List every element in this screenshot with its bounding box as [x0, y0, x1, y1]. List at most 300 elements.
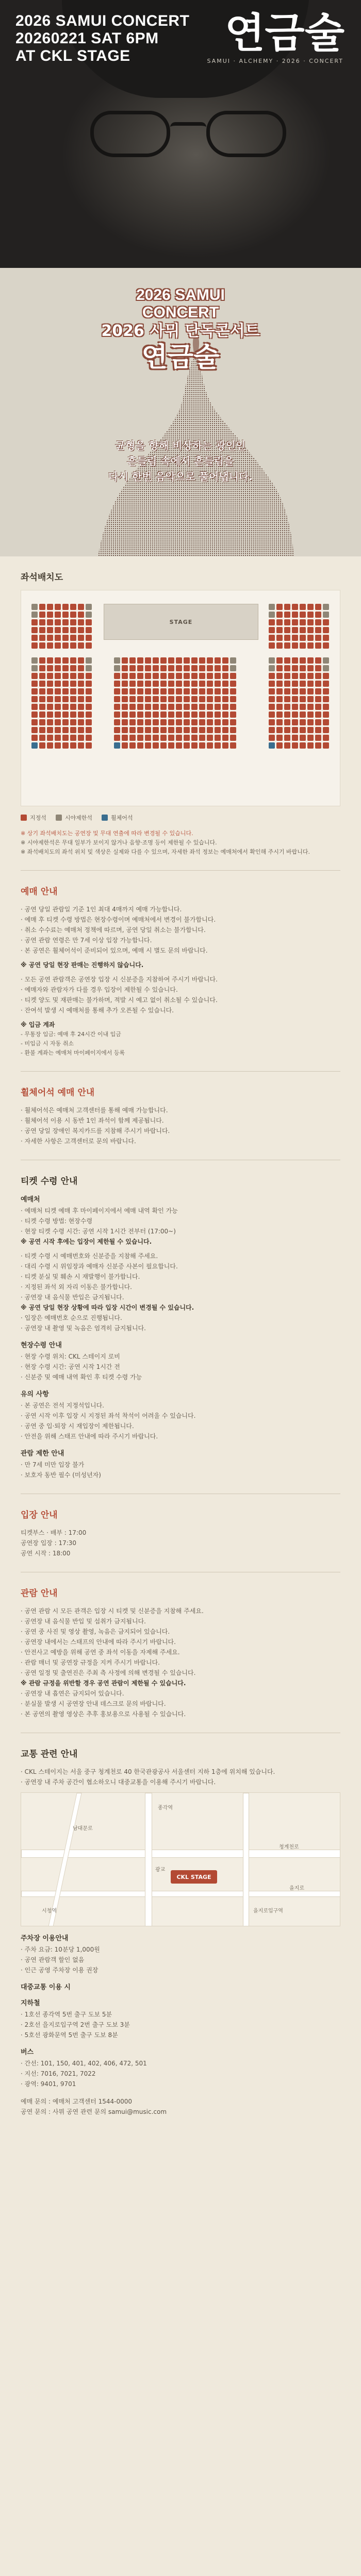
seat[interactable]: [323, 642, 329, 649]
seat[interactable]: [168, 657, 174, 664]
seat[interactable]: [31, 619, 38, 625]
seat[interactable]: [47, 642, 53, 649]
seat[interactable]: [230, 711, 236, 718]
seat[interactable]: [315, 665, 321, 671]
seat[interactable]: [78, 619, 84, 625]
seat[interactable]: [323, 612, 329, 618]
seat[interactable]: [47, 735, 53, 741]
seat[interactable]: [114, 657, 120, 664]
seat[interactable]: [315, 612, 321, 618]
seat[interactable]: [292, 696, 298, 702]
seat[interactable]: [323, 688, 329, 694]
seat[interactable]: [184, 696, 190, 702]
seat[interactable]: [153, 704, 159, 710]
seat[interactable]: [184, 719, 190, 725]
seat[interactable]: [276, 635, 283, 641]
seat[interactable]: [269, 657, 275, 664]
seat[interactable]: [215, 681, 221, 687]
seat[interactable]: [284, 696, 290, 702]
seat[interactable]: [129, 673, 136, 679]
seat[interactable]: [269, 612, 275, 618]
seat[interactable]: [307, 619, 314, 625]
seat[interactable]: [114, 719, 120, 725]
seat[interactable]: [323, 665, 329, 671]
seat[interactable]: [78, 627, 84, 633]
venue-pin[interactable]: CKL STAGE: [171, 1870, 217, 1884]
seat[interactable]: [86, 735, 92, 741]
seat[interactable]: [70, 735, 76, 741]
seat[interactable]: [191, 727, 198, 733]
seat[interactable]: [300, 673, 306, 679]
seat[interactable]: [269, 673, 275, 679]
seat[interactable]: [70, 719, 76, 725]
seat[interactable]: [39, 711, 45, 718]
seat[interactable]: [276, 612, 283, 618]
seat[interactable]: [39, 635, 45, 641]
seat[interactable]: [78, 704, 84, 710]
seat[interactable]: [269, 635, 275, 641]
seat[interactable]: [269, 642, 275, 649]
seat[interactable]: [315, 742, 321, 749]
seat[interactable]: [184, 704, 190, 710]
seat[interactable]: [199, 673, 205, 679]
seat[interactable]: [160, 704, 167, 710]
seat[interactable]: [153, 735, 159, 741]
seat[interactable]: [300, 657, 306, 664]
seat[interactable]: [222, 719, 228, 725]
seat[interactable]: [276, 735, 283, 741]
seat[interactable]: [62, 719, 69, 725]
seat[interactable]: [307, 604, 314, 610]
seat[interactable]: [31, 665, 38, 671]
seat[interactable]: [207, 681, 213, 687]
seat[interactable]: [222, 657, 228, 664]
seat[interactable]: [78, 696, 84, 702]
seat[interactable]: [191, 704, 198, 710]
seat[interactable]: [86, 665, 92, 671]
seat[interactable]: [39, 719, 45, 725]
seat[interactable]: [176, 696, 182, 702]
seat[interactable]: [70, 688, 76, 694]
seat[interactable]: [307, 681, 314, 687]
seat[interactable]: [300, 681, 306, 687]
seat[interactable]: [86, 727, 92, 733]
seat[interactable]: [323, 727, 329, 733]
seat[interactable]: [199, 735, 205, 741]
seat[interactable]: [191, 735, 198, 741]
seat[interactable]: [269, 619, 275, 625]
seat[interactable]: [176, 681, 182, 687]
seat[interactable]: [199, 688, 205, 694]
seat[interactable]: [230, 657, 236, 664]
seat[interactable]: [122, 727, 128, 733]
seat[interactable]: [284, 673, 290, 679]
seat[interactable]: [55, 719, 61, 725]
seat[interactable]: [307, 742, 314, 749]
seat[interactable]: [230, 735, 236, 741]
seat[interactable]: [307, 696, 314, 702]
seat[interactable]: [55, 627, 61, 633]
seat[interactable]: [269, 711, 275, 718]
seat[interactable]: [47, 635, 53, 641]
seat[interactable]: [315, 642, 321, 649]
seat[interactable]: [39, 619, 45, 625]
seat[interactable]: [137, 711, 143, 718]
seat[interactable]: [39, 704, 45, 710]
seat[interactable]: [307, 612, 314, 618]
seat[interactable]: [47, 665, 53, 671]
seat[interactable]: [145, 665, 151, 671]
seat[interactable]: [47, 719, 53, 725]
seat[interactable]: [47, 688, 53, 694]
seat[interactable]: [78, 635, 84, 641]
seat[interactable]: [70, 704, 76, 710]
seat[interactable]: [184, 681, 190, 687]
seat[interactable]: [269, 727, 275, 733]
seat[interactable]: [137, 727, 143, 733]
seat[interactable]: [307, 719, 314, 725]
seat[interactable]: [86, 719, 92, 725]
seat[interactable]: [114, 735, 120, 741]
seat[interactable]: [269, 742, 275, 749]
seat[interactable]: [315, 681, 321, 687]
seat[interactable]: [153, 657, 159, 664]
seat[interactable]: [284, 665, 290, 671]
seat[interactable]: [276, 604, 283, 610]
seat[interactable]: [70, 604, 76, 610]
seat[interactable]: [55, 681, 61, 687]
seat[interactable]: [145, 673, 151, 679]
seat[interactable]: [269, 665, 275, 671]
seat[interactable]: [191, 719, 198, 725]
seat[interactable]: [47, 704, 53, 710]
seat[interactable]: [307, 665, 314, 671]
seat[interactable]: [55, 742, 61, 749]
seat[interactable]: [47, 627, 53, 633]
seat[interactable]: [55, 642, 61, 649]
seat[interactable]: [160, 711, 167, 718]
seat[interactable]: [78, 711, 84, 718]
seat[interactable]: [86, 696, 92, 702]
seat[interactable]: [222, 727, 228, 733]
seat[interactable]: [269, 604, 275, 610]
seat[interactable]: [114, 742, 120, 749]
seat[interactable]: [323, 627, 329, 633]
contact-value[interactable]: 사뮈 공연 관련 문의 samui@music.com: [52, 2108, 167, 2115]
seat[interactable]: [207, 727, 213, 733]
seat[interactable]: [145, 711, 151, 718]
seat[interactable]: [230, 742, 236, 749]
seat[interactable]: [86, 642, 92, 649]
seat[interactable]: [176, 665, 182, 671]
seat[interactable]: [62, 619, 69, 625]
seat[interactable]: [307, 735, 314, 741]
seat[interactable]: [86, 627, 92, 633]
seat[interactable]: [191, 665, 198, 671]
seat[interactable]: [199, 727, 205, 733]
seat[interactable]: [207, 696, 213, 702]
seat[interactable]: [62, 711, 69, 718]
seat[interactable]: [114, 673, 120, 679]
seat[interactable]: [39, 612, 45, 618]
seat[interactable]: [153, 665, 159, 671]
seat[interactable]: [230, 719, 236, 725]
seat[interactable]: [284, 642, 290, 649]
seat[interactable]: [191, 711, 198, 718]
seat[interactable]: [307, 673, 314, 679]
seat[interactable]: [55, 673, 61, 679]
seat[interactable]: [222, 704, 228, 710]
seat[interactable]: [176, 735, 182, 741]
seat[interactable]: [222, 665, 228, 671]
seat[interactable]: [31, 642, 38, 649]
seat[interactable]: [292, 635, 298, 641]
seat[interactable]: [315, 711, 321, 718]
seat[interactable]: [47, 727, 53, 733]
seat[interactable]: [62, 704, 69, 710]
seat[interactable]: [292, 711, 298, 718]
seat[interactable]: [78, 719, 84, 725]
seat[interactable]: [137, 742, 143, 749]
seat[interactable]: [122, 673, 128, 679]
seat[interactable]: [78, 642, 84, 649]
seat[interactable]: [47, 681, 53, 687]
seat[interactable]: [145, 735, 151, 741]
seat[interactable]: [129, 696, 136, 702]
seat[interactable]: [292, 719, 298, 725]
seat[interactable]: [207, 735, 213, 741]
seat[interactable]: [114, 681, 120, 687]
seat[interactable]: [284, 681, 290, 687]
seat[interactable]: [55, 727, 61, 733]
seat[interactable]: [31, 635, 38, 641]
seat[interactable]: [62, 627, 69, 633]
seat[interactable]: [323, 635, 329, 641]
seat[interactable]: [62, 688, 69, 694]
seat[interactable]: [284, 727, 290, 733]
seat[interactable]: [168, 742, 174, 749]
seat[interactable]: [39, 681, 45, 687]
seat[interactable]: [184, 688, 190, 694]
seat[interactable]: [122, 688, 128, 694]
seat[interactable]: [55, 604, 61, 610]
seat[interactable]: [31, 657, 38, 664]
seat[interactable]: [129, 688, 136, 694]
seat[interactable]: [39, 665, 45, 671]
seat[interactable]: [62, 665, 69, 671]
seat[interactable]: [145, 696, 151, 702]
seat[interactable]: [300, 619, 306, 625]
seat[interactable]: [168, 665, 174, 671]
seat[interactable]: [78, 742, 84, 749]
seat[interactable]: [129, 711, 136, 718]
seat[interactable]: [129, 735, 136, 741]
seat[interactable]: [129, 727, 136, 733]
seat[interactable]: [122, 719, 128, 725]
seat[interactable]: [145, 681, 151, 687]
seat[interactable]: [160, 681, 167, 687]
seat[interactable]: [153, 696, 159, 702]
seat[interactable]: [222, 696, 228, 702]
seat[interactable]: [269, 688, 275, 694]
seat[interactable]: [86, 604, 92, 610]
seat[interactable]: [315, 704, 321, 710]
seat[interactable]: [129, 719, 136, 725]
seat[interactable]: [176, 657, 182, 664]
seat[interactable]: [176, 711, 182, 718]
seat[interactable]: [230, 665, 236, 671]
seat[interactable]: [47, 612, 53, 618]
seat[interactable]: [276, 681, 283, 687]
seat[interactable]: [292, 704, 298, 710]
contact-value[interactable]: 예매처 고객센터 1544-0000: [52, 2098, 133, 2105]
seat[interactable]: [70, 681, 76, 687]
seat[interactable]: [276, 642, 283, 649]
seat[interactable]: [78, 688, 84, 694]
seat[interactable]: [276, 688, 283, 694]
seat[interactable]: [39, 642, 45, 649]
seat[interactable]: [55, 704, 61, 710]
seat[interactable]: [300, 727, 306, 733]
seat[interactable]: [230, 696, 236, 702]
seat[interactable]: [191, 688, 198, 694]
seat[interactable]: [284, 704, 290, 710]
seat[interactable]: [207, 742, 213, 749]
seat[interactable]: [160, 665, 167, 671]
seat[interactable]: [145, 742, 151, 749]
seat[interactable]: [199, 696, 205, 702]
seat[interactable]: [114, 704, 120, 710]
seat[interactable]: [62, 735, 69, 741]
seat[interactable]: [323, 711, 329, 718]
seat[interactable]: [39, 604, 45, 610]
seat[interactable]: [47, 657, 53, 664]
seat[interactable]: [284, 612, 290, 618]
seat[interactable]: [122, 704, 128, 710]
seat[interactable]: [70, 711, 76, 718]
seat[interactable]: [176, 742, 182, 749]
seat[interactable]: [129, 704, 136, 710]
seat[interactable]: [191, 657, 198, 664]
seat[interactable]: [137, 665, 143, 671]
seat[interactable]: [184, 711, 190, 718]
seat[interactable]: [31, 704, 38, 710]
seat[interactable]: [31, 727, 38, 733]
seat[interactable]: [168, 727, 174, 733]
seat[interactable]: [307, 642, 314, 649]
seat[interactable]: [315, 696, 321, 702]
seat[interactable]: [300, 612, 306, 618]
seat[interactable]: [168, 719, 174, 725]
seat[interactable]: [292, 657, 298, 664]
seat[interactable]: [78, 612, 84, 618]
seat[interactable]: [284, 657, 290, 664]
seat[interactable]: [122, 711, 128, 718]
seat[interactable]: [39, 688, 45, 694]
seat[interactable]: [62, 742, 69, 749]
seat[interactable]: [292, 627, 298, 633]
seat[interactable]: [215, 735, 221, 741]
seat[interactable]: [31, 681, 38, 687]
seat[interactable]: [78, 727, 84, 733]
seat[interactable]: [184, 673, 190, 679]
seat[interactable]: [86, 681, 92, 687]
seat[interactable]: [31, 742, 38, 749]
seat[interactable]: [300, 719, 306, 725]
seat[interactable]: [215, 688, 221, 694]
seat[interactable]: [168, 696, 174, 702]
seat[interactable]: [199, 704, 205, 710]
seat[interactable]: [176, 688, 182, 694]
seat[interactable]: [145, 688, 151, 694]
seat[interactable]: [323, 657, 329, 664]
seat[interactable]: [137, 696, 143, 702]
seat[interactable]: [31, 673, 38, 679]
seat[interactable]: [62, 696, 69, 702]
seat[interactable]: [230, 681, 236, 687]
seat[interactable]: [300, 704, 306, 710]
seat[interactable]: [137, 735, 143, 741]
seat[interactable]: [39, 627, 45, 633]
seat[interactable]: [78, 735, 84, 741]
seat[interactable]: [284, 742, 290, 749]
seat[interactable]: [276, 727, 283, 733]
seat[interactable]: [300, 604, 306, 610]
seat[interactable]: [122, 696, 128, 702]
seat[interactable]: [199, 657, 205, 664]
seat[interactable]: [207, 719, 213, 725]
seat[interactable]: [315, 688, 321, 694]
seat[interactable]: [292, 619, 298, 625]
seat[interactable]: [276, 719, 283, 725]
seat[interactable]: [276, 696, 283, 702]
seat[interactable]: [292, 688, 298, 694]
seat[interactable]: [55, 735, 61, 741]
seat[interactable]: [300, 742, 306, 749]
seat[interactable]: [31, 719, 38, 725]
seat[interactable]: [153, 727, 159, 733]
seat[interactable]: [70, 742, 76, 749]
seat[interactable]: [191, 696, 198, 702]
seat[interactable]: [160, 657, 167, 664]
seat[interactable]: [168, 681, 174, 687]
seat[interactable]: [215, 711, 221, 718]
seat[interactable]: [276, 665, 283, 671]
seat[interactable]: [215, 704, 221, 710]
seat[interactable]: [176, 727, 182, 733]
seat[interactable]: [78, 604, 84, 610]
seat[interactable]: [55, 657, 61, 664]
seat[interactable]: [122, 657, 128, 664]
seat[interactable]: [47, 604, 53, 610]
seat[interactable]: [300, 711, 306, 718]
seat[interactable]: [184, 727, 190, 733]
seat[interactable]: [269, 704, 275, 710]
seat[interactable]: [122, 665, 128, 671]
seat[interactable]: [114, 688, 120, 694]
seat[interactable]: [284, 711, 290, 718]
seat[interactable]: [62, 635, 69, 641]
seat[interactable]: [168, 711, 174, 718]
seat[interactable]: [62, 642, 69, 649]
seat[interactable]: [145, 657, 151, 664]
seat[interactable]: [176, 719, 182, 725]
seat[interactable]: [70, 635, 76, 641]
seat[interactable]: [168, 673, 174, 679]
seat[interactable]: [284, 719, 290, 725]
seat[interactable]: [31, 688, 38, 694]
seat[interactable]: [315, 673, 321, 679]
